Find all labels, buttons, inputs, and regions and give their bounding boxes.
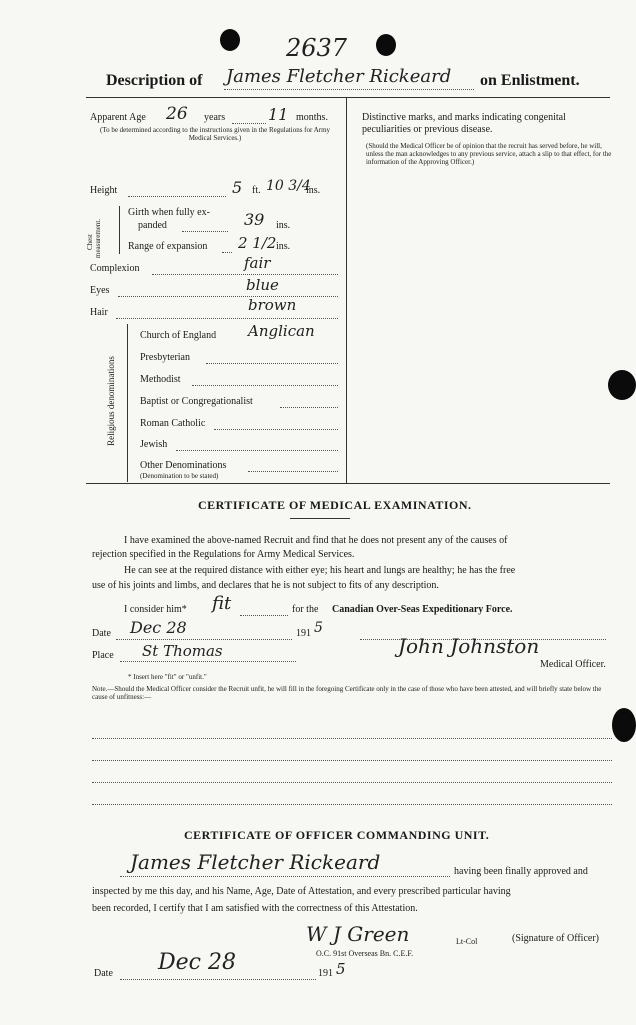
girth-value: 39 — [244, 210, 265, 229]
jewish-label: Jewish — [140, 439, 168, 450]
hair-value: brown — [248, 296, 297, 314]
complexion-label: Complexion — [90, 263, 140, 274]
medical-para2-b: use of his joints and limbs, and declares that he is not subject to fits of any description. — [92, 580, 439, 591]
eyes-label: Eyes — [90, 285, 110, 296]
complexion-value: fair — [244, 254, 271, 272]
height-ft-value: 5 — [232, 178, 243, 197]
height-label: Height — [90, 185, 118, 196]
religion-side-label: Religious denominations — [106, 356, 116, 446]
hair-label: Hair — [90, 307, 108, 318]
range-value: 2 1/2 — [238, 234, 277, 252]
church-value: Anglican — [248, 322, 315, 340]
force-name: Canadian Over-Seas Expeditionary Force. — [332, 604, 513, 615]
commanding-name-dots — [120, 876, 450, 877]
medical-officer-label: Medical Officer. — [540, 659, 606, 670]
range-ins-label: ins. — [276, 241, 291, 252]
commanding-officer-signature: W J Green — [306, 922, 410, 946]
girth-label-1: Girth when fully ex- — [128, 207, 210, 218]
other-dots — [248, 471, 338, 472]
punch-hole-right-lower — [612, 708, 636, 742]
signature-of-officer-label: (Signature of Officer) — [512, 933, 600, 944]
medical-note: Note.—Should the Medical Officer consider the Recruit unfit, he will fill in the foregoing Certificate only in the case of those who have been attested, and will briefly state below the cause of unfitness:— — [92, 685, 602, 701]
punch-hole-right-middle — [608, 370, 636, 400]
age-label: Apparent Age — [90, 112, 146, 123]
baptist-dots — [280, 407, 338, 408]
range-dots — [222, 252, 232, 253]
methodist-dots — [192, 385, 338, 386]
presbyterian-label: Presbyterian — [140, 352, 190, 363]
bottom-rule — [86, 483, 610, 484]
consider-dots — [240, 615, 288, 616]
height-in-value: 10 3/4 — [266, 178, 311, 194]
consider-value: fit — [212, 593, 232, 614]
medical-year-prefix: 191 — [296, 628, 311, 639]
header-right: on Enlistment. — [480, 72, 580, 89]
top-rule — [86, 97, 610, 98]
unfit-line-3 — [92, 782, 612, 783]
medical-officer-signature: John Johnston — [398, 634, 540, 658]
commanding-date-label: Date — [94, 968, 113, 979]
other-note: (Denomination to be stated) — [140, 472, 219, 480]
ins-label: ins. — [306, 185, 321, 196]
other-denominations-label: Other Denominations — [140, 460, 227, 471]
chest-brace — [119, 206, 120, 254]
jewish-dots — [176, 450, 338, 451]
ft-label: ft. — [252, 185, 261, 196]
distinctive-note: (Should the Medical Officer be of opinion that the recruit has served before, he will, unless the man acknowledges to any previous service, attach a slip to that effect, for the information of the Approving Officer.) — [366, 142, 612, 166]
presbyterian-dots — [206, 363, 338, 364]
distinctive-title-1: Distinctive marks, and marks indicating congenital — [362, 112, 566, 123]
commanding-para-a: inspected by me this day, and his Name, Age, Date of Attestation, and every prescribed particular having — [92, 886, 511, 897]
roman-catholic-dots — [214, 429, 338, 430]
medical-para1-b: rejection specified in the Regulations for Army Medical Services. — [92, 549, 355, 560]
approved-text: having been finally approved and — [454, 866, 588, 877]
unfit-line-2 — [92, 760, 612, 761]
medical-date-value: Dec 28 — [130, 618, 187, 637]
age-note: (To be determined according to the instructions given in the Regulations for Army Medical Services.) — [99, 126, 331, 142]
age-months-value: 11 — [268, 105, 289, 124]
girth-ins-label: ins. — [276, 220, 291, 231]
unfit-line-1 — [92, 738, 612, 739]
baptist-label: Baptist or Congregationalist — [140, 396, 253, 407]
serial-number: 2637 — [286, 34, 348, 62]
methodist-label: Methodist — [140, 374, 181, 385]
medical-date-dots — [116, 639, 292, 640]
medical-para2-a: He can see at the required distance with either eye; his heart and lungs are healthy; he has the free — [124, 565, 516, 576]
header-left: Description of — [106, 72, 203, 89]
commanding-para-b: been recorded, I certify that I am satisfied with the correctness of this Attestation. — [92, 903, 418, 914]
age-dots — [232, 123, 266, 124]
girth-dots — [182, 231, 228, 232]
eyes-value: blue — [246, 276, 279, 294]
medical-year-value: 5 — [314, 620, 323, 636]
hair-dots — [116, 318, 338, 319]
commanding-year-value: 5 — [336, 960, 346, 978]
medical-title-underline — [290, 518, 350, 519]
consider-label: I consider him* — [124, 604, 187, 615]
eyes-dots — [118, 296, 338, 297]
distinctive-title-2: peculiarities or previous disease. — [362, 124, 493, 135]
punch-hole-top-right — [376, 34, 396, 56]
commanding-date-dots — [120, 979, 316, 980]
medical-para1-a: I have examined the above-named Recruit and find that he does not present any of the causes of — [124, 535, 508, 546]
fit-footnote: * Insert here "fit" or "unfit." — [128, 673, 207, 681]
unit-stamp: O.C. 91st Overseas Bn. C.E.F. — [316, 949, 414, 958]
age-years-value: 26 — [166, 104, 188, 124]
months-label: months. — [296, 112, 328, 123]
commanding-date-value: Dec 28 — [158, 950, 236, 975]
commanding-year-prefix: 191 — [318, 968, 333, 979]
column-divider — [346, 98, 347, 483]
header-name-line — [224, 89, 474, 90]
girth-label-2: panded — [138, 220, 167, 231]
religion-brace — [127, 324, 128, 482]
commanding-rank: Lt-Col — [456, 937, 478, 946]
complexion-dots — [152, 274, 338, 275]
chest-side-label: Chest measurement. — [86, 218, 102, 258]
place-value: St Thomas — [142, 642, 223, 660]
commanding-certificate-title: CERTIFICATE OF OFFICER COMMANDING UNIT. — [184, 828, 490, 842]
punch-hole-top-left — [220, 29, 240, 51]
height-dots — [128, 196, 226, 197]
place-label: Place — [92, 650, 114, 661]
years-label: years — [204, 112, 226, 123]
roman-catholic-label: Roman Catholic — [140, 418, 206, 429]
medical-certificate-title: CERTIFICATE OF MEDICAL EXAMINATION. — [198, 498, 472, 512]
commanding-recruit-name: James Fletcher Rickeard — [130, 850, 381, 874]
unfit-line-4 — [92, 804, 612, 805]
place-dots — [120, 661, 296, 662]
header-recruit-name: James Fletcher Rickeard — [226, 66, 452, 87]
for-text: for the — [292, 604, 319, 615]
range-label: Range of expansion — [128, 241, 208, 252]
church-of-england-label: Church of England — [140, 330, 217, 341]
medical-date-label: Date — [92, 628, 111, 639]
